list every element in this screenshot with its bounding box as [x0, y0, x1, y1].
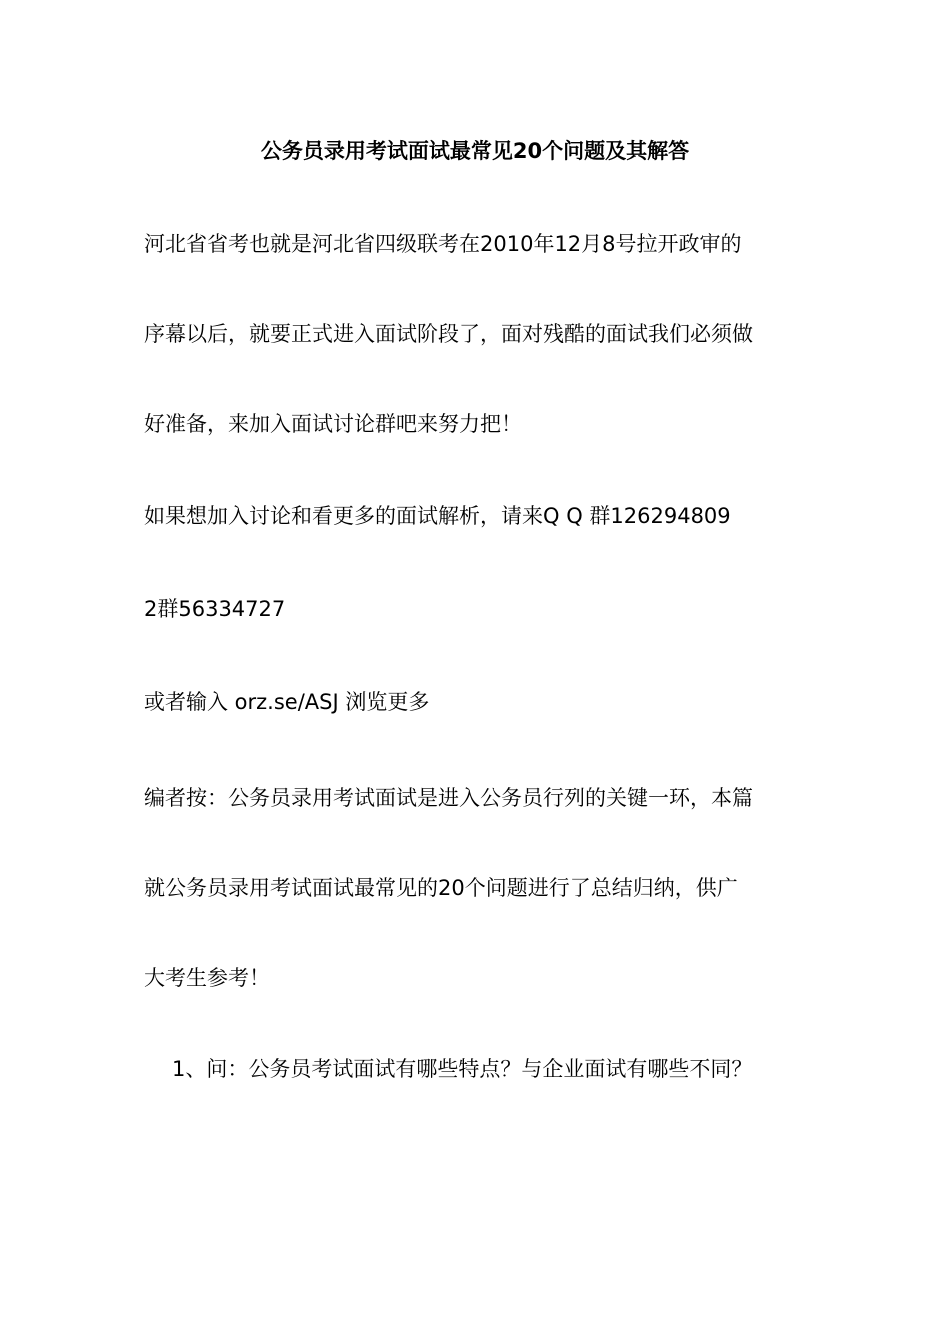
- document-title: 公务员录用考试面试最常见20个问题及其解答: [260, 139, 690, 163]
- intro-line-3: 好准备，来加入面试讨论群吧来努力把！: [144, 412, 522, 436]
- intro-line-1: 河北省省考也就是河北省四级联考在2010年12月8号拉开政审的: [144, 232, 742, 256]
- qq-group-2-line: 2群56334727: [144, 597, 286, 621]
- link-line: 或者输入 orz.se/ASJ 浏览更多: [144, 690, 430, 714]
- question-1-heading: 1、问：公务员考试面试有哪些特点？与企业面试有哪些不同？: [172, 1057, 753, 1081]
- editor-note-line-2: 就公务员录用考试面试最常见的20个问题进行了总结归纳，供广: [144, 876, 738, 900]
- qq-group-line: 如果想加入讨论和看更多的面试解析，请来Q Q 群126294809: [144, 504, 731, 528]
- editor-note-line-3: 大考生参考！: [144, 966, 270, 990]
- intro-line-2: 序幕以后，就要正式进入面试阶段了，面对残酷的面试我们必须做: [144, 322, 753, 346]
- editor-note-line-1: 编者按：公务员录用考试面试是进入公务员行列的关键一环，本篇: [144, 786, 753, 810]
